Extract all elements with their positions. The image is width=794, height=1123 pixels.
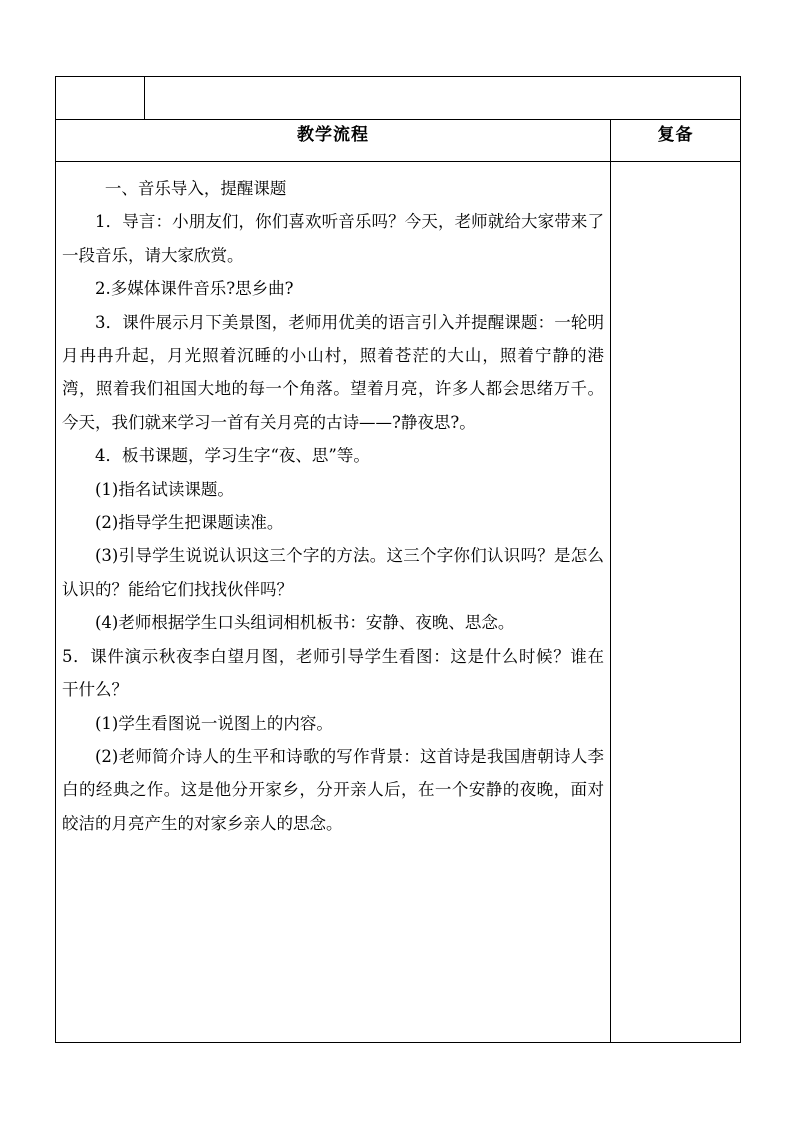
body-row [56, 162, 741, 1043]
paragraph-step-5-2: (2)老师简介诗人的生平和诗歌的写作背景：这首诗是我国唐朝诗人李白的经典之作。这是他分开家乡，分开亲人后，在一个安静的夜晚，面对皎洁的月亮产生的对家乡亲人的思念。 [62, 746, 604, 833]
paragraph-step-5-1: (1)学生看图说一说图上的内容。 [95, 713, 333, 733]
paragraph-step-4: 4．板书课题，学习生字“夜、思”等。 [95, 446, 370, 466]
section-heading: 一、音乐导入，提醒课题 [104, 179, 287, 198]
paragraph-step-2: 2.多媒体课件音乐?思乡曲? [95, 279, 294, 299]
process-header: 教学流程 [56, 120, 611, 162]
paragraph-step-4-2: (2)指导学生把课题读准。 [95, 513, 284, 533]
top-left-cell [56, 77, 145, 120]
paragraph-step-5: 5．课件演示秋夜李白望月图，老师引导学生看图：这是什么时候？谁在 干什么？ [62, 646, 604, 700]
paragraph-step-1: 1．导言：小朋友们，你们喜欢听音乐吗？今天，老师就给大家带来了一段音乐，请大家欣赏。 [62, 212, 604, 265]
prep-content-cell [611, 162, 741, 1043]
process-content-cell [56, 162, 611, 1043]
paragraph-step-4-1: (1)指名试读课题。 [95, 479, 234, 499]
top-right-cell [145, 77, 741, 120]
lesson-plan-table [55, 76, 741, 1043]
prep-header: 复备 [611, 120, 741, 162]
header-row [56, 120, 741, 162]
paragraph-step-3: 3．课件展示月下美景图，老师用优美的语言引入并提醒课题：一轮明月冉冉升起，月光照着沉睡的小山村，照着苍茫的大山，照着宁静的港湾，照着我们祖国大地的每一个角落。望着月亮，许多人都会思绪万千。今天，我们就来学习一首有关月亮的古诗——?静夜思?。 [62, 312, 604, 432]
top-blank-row [56, 77, 741, 120]
process-content [56, 162, 610, 840]
paragraph-step-4-3: (3)引导学生说说认识这三个字的方法。这三个字你们认识吗？是怎么认识的？能给它们找找伙伴吗？ [62, 546, 604, 599]
lesson-plan-sheet [55, 76, 740, 1043]
paragraph-step-4-4: (4)老师根据学生口头组词相机板书：安静、夜晚、思念。 [95, 613, 515, 633]
